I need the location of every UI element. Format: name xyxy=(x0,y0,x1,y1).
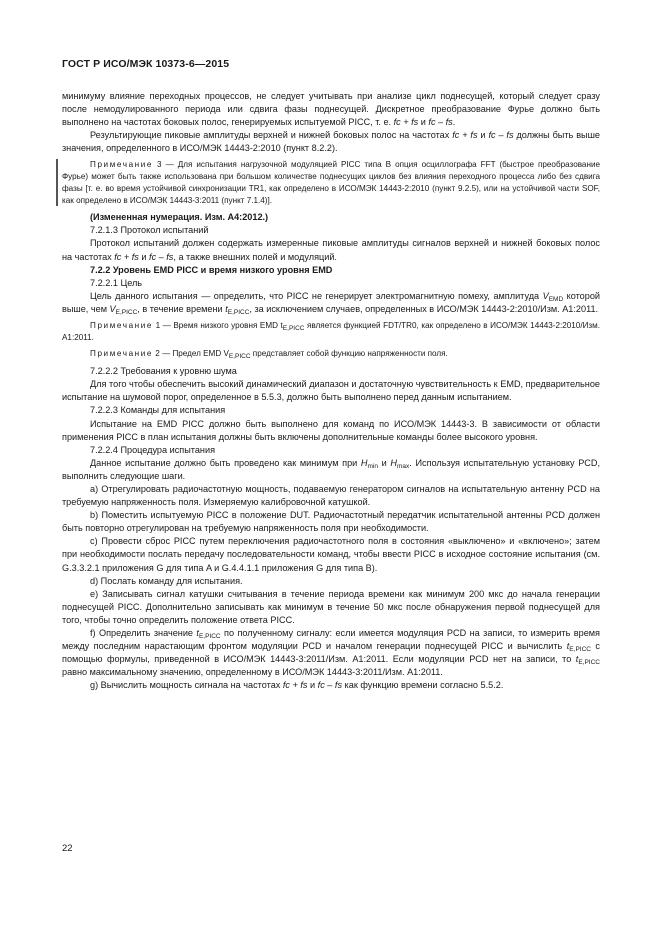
section-heading-722: 7.2.2 Уровень EMD PICC и время низкого уровня EMD xyxy=(90,264,333,275)
step-g: g) Вычислить мощность сигнала на частотах fc + fs и fc – fs как функцию времени согласно 5.5.2. xyxy=(90,680,504,691)
note-3: Примечание 3 — Для испытания нагрузочной модуляцией PICC типа В опция осциллографа FFT (быстрое преобразование Фурье) может быть также использована при большом количестве поднесущих циклов без влияния переходного процесса либо без сдвига фазы [т. е. во время устойчивой синхронизации TR1, как определено в ИСО/МЭК 14443-2:2010 (пункт 9.2.5), или на устойчивой части SOF, как определено в ИСО/МЭК 14443-3:2011 (пункт 7.1.4)]. xyxy=(62,160,600,205)
section-heading-7222: 7.2.2.2 Требования к уровню шума xyxy=(90,366,237,377)
section-heading-7223: 7.2.2.3 Команды для испытания xyxy=(90,405,226,416)
step-f: f) Определить значение $t_{E,PICC}$ по полученному сигналу: если имеется модуляция PCD на записи, то измерить время между последним нарастающим фронтом модуляции PCD и началом генерации поднесущей PICC и вычислить $t_{E,PICC}$ с помощью формулы, приведенной в ИСО/МЭК 14443-3:2011/Изм. А1:2011. Если модуляции PCD нет на записи, то $t_{E,PICC}$ равно максимальному значению, определенному в ИСО/МЭК 14443-3:2011/Изм. А1:2011. xyxy=(62,628,600,678)
paragraph-noise: Для того чтобы обеспечить высокий динамический диапазон и достаточную чувствительность к EMD, предварительное испытание на шумовой порог, определенное в 5.5.3, должно быть выполнено перед данным испытанием. xyxy=(62,379,600,403)
amendment-note: (Измененная нумерация. Изм. А4:2012.) xyxy=(90,212,269,223)
step-c: c) Провести сброс PICC путем переключения радиочастотного поля в состояния «выключено» и «включено»; затем при необходимости послать передачу последовательности команд, чтобы ввести PICC в исходное состояние испытания (см. G.3.3.2.1 приложения G для типа A и G.4.4.1.1 приложения G для типа B). xyxy=(62,536,600,573)
note-2: Примечание 2 — Предел EMD $V_{E,PICC}$ представляет собой функцию напряженности поля. xyxy=(90,349,448,361)
step-a: a) Отрегулировать радиочастотную мощность, подаваемую генератором сигналов на испытательную антенну PCD на требуемую напряженность поля. Измеряемую калибровочной катушкой. xyxy=(62,483,600,508)
paragraph-purpose: Цель данного испытания — определить, что PICC не генерирует электромагнитную помеху, амплитуда $V_{EMD}$ которой выше, чем $V_{E,PICC}$, в течение времени $t_{E,PICC}$, за исключением случаев, определенных в ИСО/МЭК 14443-2:2010/Изм. А1:2011. xyxy=(62,290,600,316)
change-bar-block xyxy=(56,159,600,206)
step-d: d) Послать команду для испытания. xyxy=(90,575,243,586)
step-b: b) Поместить испытуемую PICC в положение DUT. Радиочастотный передатчик испытательной антенны PCD должен быть повторно отрегулирован на требуемую напряженность поля при необходимости. xyxy=(62,510,600,534)
section-heading-7224: 7.2.2.4 Процедура испытания xyxy=(90,444,216,455)
paragraph-intro: минимуму влияние переходных процессов, не следует учитывать при анализе цикл поднесущей, который следует сразу после немодулированного периода или сдвига фазы поднесущей. Дискретное преобразование Фурье должно быть выполнено на частотах боковых полос, генерируемых испытуемой PICC, т. е. fc + fs и fc – fs. xyxy=(62,91,600,128)
document-page xyxy=(62,58,600,692)
section-heading-7221: 7.2.2.1 Цель xyxy=(90,277,143,288)
document-header: ГОСТ Р ИСО/МЭК 10373-6—2015 xyxy=(62,58,230,70)
page-number: 22 xyxy=(62,843,73,854)
note-1: Примечание 1 — Время низкого уровня EMD $t_{E,PICC}$ является функцией FDT/TR0, как определено в ИСО/МЭК 14443-2:2010/Изм. А1:2011. xyxy=(62,321,600,342)
paragraph-protocol: Протокол испытаний должен содержать измеренные пиковые амплитуды сигналов верхней и нижней боковых полос на частотах fc + fs и fc – fs, а также внешних полей и модуляций. xyxy=(62,238,600,262)
paragraph-commands: Испытание на EMD PICC должно быть выполнено для команд по ИСО/МЭК 14443-3. В зависимости от области применения PICC в план испытания должны быть включены дополнительные команды более высокого уровня. xyxy=(62,418,600,442)
step-e: e) Записывать сигнал катушки считывания в течение периода времени как минимум 200 мкс до начала генерации поднесущей PICC. Дополнительно записывать как минимум в течение 50 мкс после обнаружения первой поднесущей для того, чтобы точно определить положение ответа PICC. xyxy=(62,588,600,625)
paragraph-procedure: Данное испытание должно быть проведено как минимум при $H_{min}$ и $H_{max}$. Используя испытательную установку PCD, выполнить следующие шаги. xyxy=(62,457,601,481)
section-heading-7213: 7.2.1.3 Протокол испытаний xyxy=(90,225,209,236)
paragraph-results: Результирующие пиковые амплитуды верхней и нижней боковых полос на частотах fc + fs и fc – fs должны быть выше значения, определенного в ИСО/МЭК 14443-2:2010 (пункт 8.2.2). xyxy=(62,130,601,154)
